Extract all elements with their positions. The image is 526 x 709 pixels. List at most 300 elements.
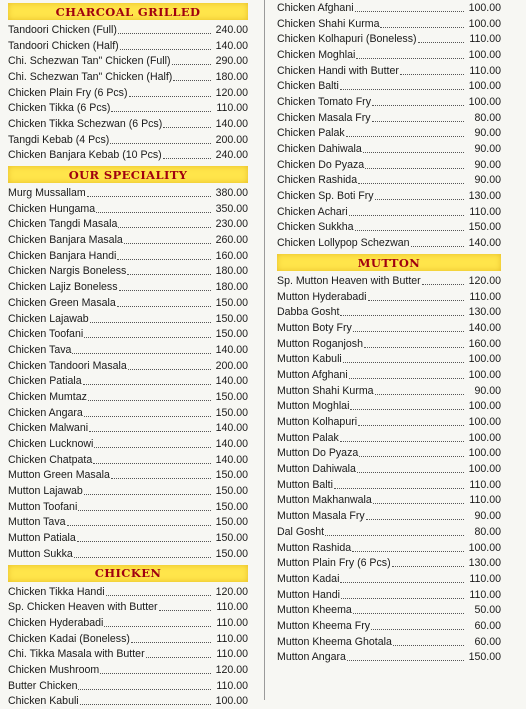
menu-item-name: Mutton Kheema (277, 604, 352, 616)
dot-leader (118, 217, 211, 229)
menu-item-name: Chicken Malwani (8, 422, 88, 434)
menu-item-price: 150.00 (212, 328, 248, 340)
menu-item (8, 342, 248, 358)
menu-item-name: Mutton Tava (8, 516, 66, 528)
dot-leader (78, 678, 211, 690)
menu-item (8, 311, 248, 327)
menu-item-name: Chicken Banjara Handi (8, 250, 116, 262)
menu-item-name: Mutton Lajawab (8, 485, 83, 497)
menu-item-price: 130.00 (465, 557, 501, 569)
dot-leader (110, 132, 211, 144)
menu-item-price: 240.00 (212, 24, 248, 36)
menu-item (277, 650, 501, 666)
menu-item (277, 508, 501, 524)
menu-item-name: Chicken Green Masala (8, 297, 116, 309)
dot-leader (365, 157, 464, 169)
dot-leader (357, 461, 464, 473)
dot-leader (355, 0, 464, 12)
menu-item-price: 110.00 (465, 589, 501, 601)
menu-item (277, 493, 501, 509)
dot-leader (129, 85, 211, 97)
menu-item-price: 110.00 (212, 648, 248, 660)
menu-item-name: Mutton Green Masala (8, 469, 110, 481)
menu-item-price: 380.00 (212, 187, 248, 199)
dot-leader (96, 201, 211, 213)
menu-item-name: Chicken Tikka (6 Pcs) (8, 102, 110, 114)
menu-item-name: Chicken Lajawab (8, 313, 89, 325)
menu-item-name: Mutton Kheema Fry (277, 620, 370, 632)
menu-item-name: Mutton Palak (277, 432, 339, 444)
menu-item-price: 150.00 (212, 313, 248, 325)
dot-leader (366, 508, 464, 520)
menu-item (277, 618, 501, 634)
dot-leader (111, 100, 211, 112)
menu-item-name: Tangdi Kebab (4 Pcs) (8, 134, 109, 146)
menu-item-price: 110.00 (465, 291, 501, 303)
menu-item-name: Chicken Palak (277, 127, 345, 139)
menu-item-price: 140.00 (212, 375, 248, 387)
menu-item-price: 230.00 (212, 218, 248, 230)
dot-leader (347, 650, 464, 662)
dot-leader (120, 38, 211, 50)
menu-item-price: 130.00 (465, 190, 501, 202)
menu-item-price: 90.00 (465, 127, 501, 139)
dot-leader (131, 631, 211, 643)
menu-item (277, 399, 501, 415)
menu-item (8, 436, 248, 452)
menu-item (277, 78, 501, 94)
menu-item-name: Chicken Afghani (277, 2, 354, 14)
menu-column-right (277, 0, 501, 665)
dot-leader (84, 405, 211, 417)
dot-leader (340, 571, 464, 583)
section-header-chicken: CHICKEN (8, 565, 248, 582)
dot-leader (350, 399, 464, 411)
dot-leader (372, 94, 464, 106)
dot-leader (400, 63, 464, 75)
menu-item-name: Murg Mussallam (8, 187, 86, 199)
menu-item-price: 150.00 (212, 532, 248, 544)
menu-item-name: Chicken Masala Fry (277, 112, 371, 124)
dot-leader (356, 47, 464, 59)
dot-leader (353, 602, 464, 614)
menu-item (8, 69, 248, 85)
menu-item (8, 468, 248, 484)
menu-item-price: 130.00 (465, 306, 501, 318)
menu-item-price: 100.00 (465, 18, 501, 30)
menu-item-name: Chicken Tandoori Masala (8, 360, 127, 372)
menu-item-name: Chicken Toofani (8, 328, 83, 340)
menu-item-name: Chicken Kadai (Boneless) (8, 633, 130, 645)
menu-item-name: Mutton Roganjosh (277, 338, 363, 350)
menu-item-price: 90.00 (465, 143, 501, 155)
menu-item-price: 110.00 (465, 65, 501, 77)
menu-item (277, 383, 501, 399)
dot-leader (368, 289, 464, 301)
menu-item-name: Mutton Kadai (277, 573, 339, 585)
menu-item (8, 530, 248, 546)
menu-item-price: 100.00 (465, 369, 501, 381)
dot-leader (375, 188, 464, 200)
menu-item (277, 351, 501, 367)
menu-item (8, 499, 248, 515)
menu-item-name: Chi. Tikka Masala with Butter (8, 648, 145, 660)
dot-leader (411, 235, 465, 247)
menu-item-name: Chicken Kolhapuri (Boneless) (277, 33, 417, 45)
dot-leader (93, 452, 211, 464)
menu-item-name: Chicken Tikka Schezwan (6 Pcs) (8, 118, 162, 130)
menu-item-price: 100.00 (465, 353, 501, 365)
menu-item (8, 201, 248, 217)
menu-item (277, 157, 501, 173)
menu-item-price: 160.00 (212, 250, 248, 262)
dot-leader (89, 421, 211, 433)
menu-item-name: Mutton Rashida (277, 542, 351, 554)
menu-item-name: Chicken Chatpata (8, 454, 92, 466)
dot-leader (372, 110, 464, 122)
menu-item-name: Tandoori Chicken (Full) (8, 24, 117, 36)
menu-item (8, 694, 248, 709)
menu-item-name: Mutton Handi (277, 589, 340, 601)
dot-leader (173, 69, 211, 81)
menu-item-price: 140.00 (212, 40, 248, 52)
menu-item (8, 22, 248, 38)
menu-item (277, 31, 501, 47)
menu-item-price: 110.00 (212, 633, 248, 645)
menu-item (277, 110, 501, 126)
menu-item (277, 446, 501, 462)
menu-item-price: 100.00 (465, 416, 501, 428)
menu-item (8, 358, 248, 374)
dot-leader (67, 515, 211, 527)
menu-item-price: 100.00 (465, 80, 501, 92)
menu-item-price: 150.00 (212, 501, 248, 513)
menu-item-name: Mutton Toofani (8, 501, 77, 513)
menu-item (8, 295, 248, 311)
dot-leader (352, 540, 464, 552)
menu-item (8, 615, 248, 631)
menu-item-name: Mutton Hyderabadi (277, 291, 367, 303)
menu-item (277, 16, 501, 32)
menu-item-price: 180.00 (212, 281, 248, 293)
menu-item-name: Mutton Plain Fry (6 Pcs) (277, 557, 391, 569)
menu-item (8, 646, 248, 662)
dot-leader (77, 530, 211, 542)
dot-leader (159, 599, 211, 611)
menu-item-price: 50.00 (465, 604, 501, 616)
menu-item (8, 38, 248, 54)
menu-item (277, 540, 501, 556)
dot-leader (349, 367, 464, 379)
menu-item-name: Chicken Hungama (8, 203, 95, 215)
menu-item-price: 150.00 (212, 548, 248, 560)
menu-item-name: Chicken Plain Fry (6 Pcs) (8, 87, 128, 99)
dot-leader (146, 646, 211, 658)
section-header-charcoal-grilled: CHARCOAL GRILLED (8, 3, 248, 20)
menu-item (277, 477, 501, 493)
menu-item-price: 90.00 (465, 510, 501, 522)
menu-item-price: 110.00 (212, 680, 248, 692)
dot-leader (80, 694, 211, 706)
menu-item (8, 326, 248, 342)
menu-item-price: 110.00 (465, 33, 501, 45)
dot-leader (340, 304, 464, 316)
dot-leader (104, 615, 211, 627)
dot-leader (84, 326, 211, 338)
menu-item-name: Chicken Dahiwala (277, 143, 362, 155)
dot-leader (172, 53, 211, 65)
menu-item-name: Mutton Afghani (277, 369, 348, 381)
menu-item (8, 405, 248, 421)
menu-item-price: 60.00 (465, 620, 501, 632)
menu-item-name: Butter Chicken (8, 680, 77, 692)
menu-item (8, 132, 248, 148)
menu-item-name: Chicken Nargis Boneless (8, 265, 126, 277)
dot-leader (163, 148, 211, 160)
menu-item (8, 53, 248, 69)
menu-item-price: 150.00 (212, 407, 248, 419)
dot-leader (340, 78, 464, 90)
menu-item (8, 599, 248, 615)
dot-leader (163, 116, 211, 128)
menu-item-price: 120.00 (212, 586, 248, 598)
menu-item-name: Mutton Moghlai (277, 400, 349, 412)
menu-item (277, 188, 501, 204)
menu-item (8, 678, 248, 694)
menu-item (8, 584, 248, 600)
menu-item-name: Mutton Makhanwala (277, 494, 372, 506)
dot-leader (363, 141, 464, 153)
menu-item (8, 100, 248, 116)
menu-item (8, 631, 248, 647)
menu-item-name: Sp. Chicken Heaven with Butter (8, 601, 158, 613)
menu-item-name: Mutton Kheema Ghotala (277, 636, 392, 648)
menu-item (277, 367, 501, 383)
menu-item-price: 100.00 (465, 400, 501, 412)
menu-item-price: 290.00 (212, 55, 248, 67)
dot-leader (380, 16, 464, 28)
menu-item (8, 389, 248, 405)
menu-item (277, 304, 501, 320)
menu-item-name: Chicken Tikka Handi (8, 586, 105, 598)
menu-item (277, 204, 501, 220)
menu-item-name: Chicken Rashida (277, 174, 357, 186)
column-divider (264, 0, 265, 700)
menu-item-name: Tandoori Chicken (Half) (8, 40, 119, 52)
menu-item-name: Chicken Mumtaz (8, 391, 87, 403)
menu-item-price: 110.00 (212, 601, 248, 613)
menu-item-price: 150.00 (212, 516, 248, 528)
menu-item (8, 279, 248, 295)
dot-leader (117, 295, 211, 307)
menu-item-name: Mutton Kabuli (277, 353, 342, 365)
menu-item-price: 200.00 (212, 360, 248, 372)
menu-item (277, 524, 501, 540)
dot-leader (74, 546, 211, 558)
menu-item-price: 110.00 (465, 206, 501, 218)
dot-leader (118, 22, 211, 34)
menu-item-name: Mutton Balti (277, 479, 333, 491)
menu-item-name: Dal Gosht (277, 526, 324, 538)
menu-item-name: Chicken Hyderabadi (8, 617, 103, 629)
menu-item-name: Mutton Dahiwala (277, 463, 356, 475)
menu-item (277, 220, 501, 236)
dot-leader (343, 351, 464, 363)
dot-leader (128, 358, 211, 370)
menu-item-price: 160.00 (465, 338, 501, 350)
menu-item-price: 140.00 (465, 322, 501, 334)
menu-item-name: Chicken Handi with Butter (277, 65, 399, 77)
menu-item (277, 289, 501, 305)
dot-leader (111, 468, 211, 480)
menu-item-name: Chi. Schezwan Tan" Chicken (Half) (8, 71, 172, 83)
dot-leader (124, 232, 211, 244)
menu-item-name: Mutton Shahi Kurma (277, 385, 374, 397)
menu-item-price: 240.00 (212, 149, 248, 161)
section-header-our-speciality: OUR SPECIALITY (8, 166, 248, 183)
menu-item-price: 140.00 (212, 454, 248, 466)
dot-leader (392, 555, 464, 567)
dot-leader (341, 587, 464, 599)
menu-item-price: 110.00 (212, 102, 248, 114)
menu-item-price: 100.00 (465, 2, 501, 14)
menu-item (277, 126, 501, 142)
dot-leader (88, 389, 211, 401)
menu-item-name: Mutton Do Pyaza (277, 447, 358, 459)
menu-item-price: 100.00 (465, 96, 501, 108)
menu-item-price: 150.00 (465, 221, 501, 233)
menu-item-name: Chicken Achari (277, 206, 348, 218)
dot-leader (325, 524, 464, 536)
menu-item-price: 350.00 (212, 203, 248, 215)
menu-item-price: 150.00 (465, 651, 501, 663)
dot-leader (100, 662, 211, 674)
menu-item-name: Mutton Boty Fry (277, 322, 352, 334)
menu-item-name: Chicken Lucknowi (8, 438, 93, 450)
menu-item (277, 141, 501, 157)
menu-item (277, 634, 501, 650)
menu-item (277, 430, 501, 446)
menu-item-price: 180.00 (212, 71, 248, 83)
dot-leader (119, 279, 211, 291)
menu-item (277, 173, 501, 189)
menu-item (277, 0, 501, 16)
menu-item (8, 662, 248, 678)
menu-item-price: 140.00 (465, 237, 501, 249)
menu-item (277, 555, 501, 571)
menu-item-name: Chicken Sp. Boti Fry (277, 190, 374, 202)
menu-item-price: 90.00 (465, 159, 501, 171)
menu-item-price: 200.00 (212, 134, 248, 146)
menu-item (277, 63, 501, 79)
menu-item-name: Mutton Kolhapuri (277, 416, 357, 428)
dot-leader (355, 220, 464, 232)
menu-item-name: Chicken Lajiz Boneless (8, 281, 118, 293)
menu-item-name: Sp. Mutton Heaven with Butter (277, 275, 421, 287)
dot-leader (422, 273, 464, 285)
menu-column-left (8, 0, 248, 709)
menu-item-name: Chicken Shahi Kurma (277, 18, 379, 30)
dot-leader (349, 204, 464, 216)
dot-leader (359, 446, 464, 458)
menu-item (277, 94, 501, 110)
menu-item-price: 110.00 (465, 573, 501, 585)
menu-item-name: Mutton Patiala (8, 532, 76, 544)
menu-item-price: 100.00 (465, 432, 501, 444)
menu-item-name: Chicken Patiala (8, 375, 82, 387)
menu-item (277, 571, 501, 587)
menu-item-price: 60.00 (465, 636, 501, 648)
menu-item (8, 248, 248, 264)
dot-leader (375, 383, 464, 395)
menu-item-price: 100.00 (465, 49, 501, 61)
menu-item (8, 373, 248, 389)
menu-item (8, 85, 248, 101)
menu-item-price: 110.00 (465, 479, 501, 491)
menu-item-price: 90.00 (465, 385, 501, 397)
menu-item-price: 120.00 (212, 664, 248, 676)
menu-item (277, 320, 501, 336)
dot-leader (106, 584, 211, 596)
menu-item (277, 587, 501, 603)
dot-leader (72, 342, 211, 354)
dot-leader (393, 634, 464, 646)
menu-item-name: Chicken Tangdi Masala (8, 218, 117, 230)
menu-item-price: 150.00 (212, 391, 248, 403)
menu-item-name: Chicken Tava (8, 344, 71, 356)
menu-item-price: 120.00 (465, 275, 501, 287)
menu-item (8, 264, 248, 280)
menu-item-price: 150.00 (212, 469, 248, 481)
menu-item (8, 546, 248, 562)
menu-item-price: 120.00 (212, 87, 248, 99)
menu-item (277, 602, 501, 618)
menu-item (277, 273, 501, 289)
menu-item-name: Chicken Lollypop Schezwan (277, 237, 410, 249)
menu-item-price: 140.00 (212, 438, 248, 450)
dot-leader (78, 499, 211, 511)
menu-item-name: Chicken Do Pyaza (277, 159, 364, 171)
menu-item (8, 185, 248, 201)
menu-item-name: Chicken Moghlai (277, 49, 355, 61)
menu-item-name: Chicken Sukkha (277, 221, 354, 233)
menu-item-name: Chicken Tomato Fry (277, 96, 371, 108)
menu-item (8, 232, 248, 248)
menu-item-price: 100.00 (465, 542, 501, 554)
menu-item-name: Chicken Balti (277, 80, 339, 92)
menu-item (277, 47, 501, 63)
dot-leader (94, 436, 211, 448)
menu-item-price: 80.00 (465, 526, 501, 538)
menu-item-name: Chicken Banjara Kebab (10 Pcs) (8, 149, 162, 161)
dot-leader (371, 618, 464, 630)
menu-item-price: 100.00 (465, 463, 501, 475)
dot-leader (127, 264, 211, 276)
menu-item-price: 140.00 (212, 344, 248, 356)
menu-item (277, 336, 501, 352)
menu-item-price: 100.00 (465, 447, 501, 459)
menu-item-price: 90.00 (465, 174, 501, 186)
menu-item-name: Mutton Angara (277, 651, 346, 663)
menu-item (277, 235, 501, 251)
dot-leader (117, 248, 211, 260)
menu-item-name: Chicken Banjara Masala (8, 234, 123, 246)
menu-item-name: Chicken Mushroom (8, 664, 99, 676)
menu-item-name: Dabba Gosht (277, 306, 339, 318)
menu-item-name: Chicken Angara (8, 407, 83, 419)
menu-item (8, 515, 248, 531)
menu-item-name: Chicken Kabuli (8, 695, 79, 707)
